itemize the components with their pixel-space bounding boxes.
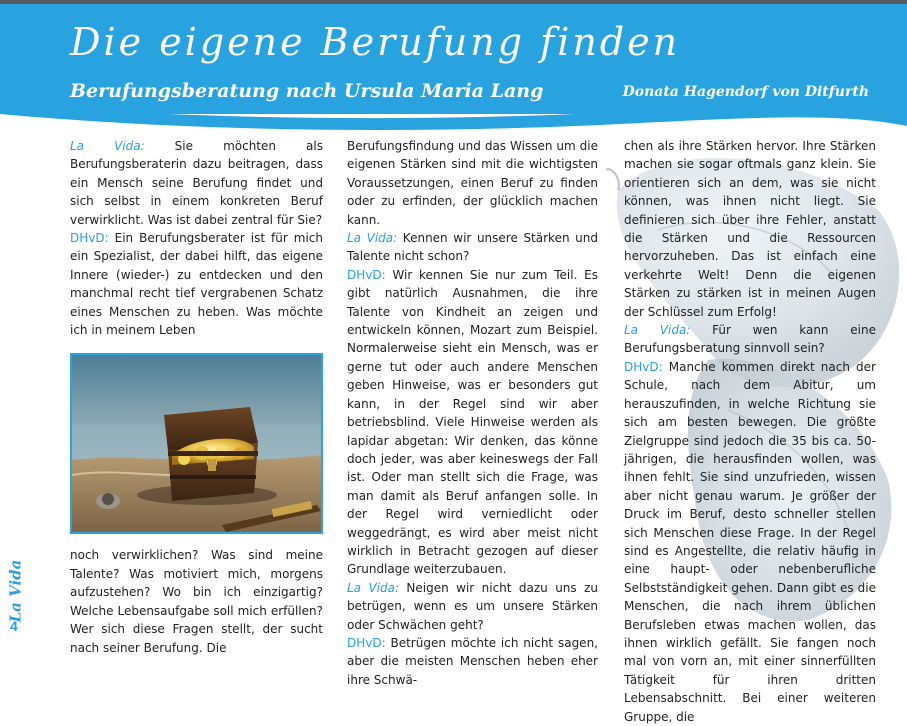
paragraph-text: chen als ihre Stärken hervor. Ihre Stärken machen sie sogar oftmals ganz klein. Sie orientieren sich an dem, was sie nicht können, was ihnen nicht liegt. Sie definieren sich über ihre Fehler, anstatt die Stärken und die Ressourcen hervorzuheben. Das ist einfach eine verkehrte Welt! Denn die eigenen Stärken zu stärken ist in meinen Augen der Schlüssel zum Erfolg!	[624, 139, 876, 319]
paragraph-text: Betrügen möchte ich nicht sagen, aber die meisten Menschen heben eher ihre Schwä-	[347, 635, 598, 687]
speaker-label: DHvD:	[347, 267, 386, 282]
page-number: 4	[10, 618, 18, 634]
speaker-label: DHvD:	[624, 359, 663, 374]
paragraph-text: Neigen wir nicht dazu uns zu betrügen, wenn es um unsere Stärken oder Schwächen geht?	[347, 580, 598, 632]
paragraph	[347, 634, 598, 689]
speaker-label: DHvD:	[347, 635, 386, 650]
page-title: Die eigene Berufung finden	[70, 20, 681, 64]
paragraph	[347, 137, 598, 229]
paragraph-text: noch verwirklichen? Was sind meine Talente? Was motiviert mich, morgens aufzustehen? Wo bin ich einzigartig? Welche Lebensaufgabe soll mich erfüllen? Wer sich diese Fragen stellt, der sucht nach seiner Berufung. Die	[70, 548, 323, 655]
paragraph-text: Berufungsfindung und das Wissen um die eigenen Stärken sind mit die wichtigsten Voraussetzungen, einen Beruf zu finden oder zu erfinden, der glücklich machen kann.	[347, 139, 598, 227]
speaker-label: La Vida:	[347, 231, 398, 246]
paragraph	[624, 321, 876, 358]
treasure-chest-illustration	[72, 355, 321, 532]
article-column-1	[70, 137, 323, 657]
paragraph-text: Ein Berufungsberater ist für mich ein Spezialist, der dabei hilft, das eigene Innere (wieder-) zu entdecken und den manchmal recht tief vergrabenen Schatz eines Menschen zu heben. Was möchte ich in meinem Leben	[70, 231, 323, 338]
speaker-label: DHvD:	[70, 231, 109, 246]
paragraph-text: Für wen kann eine Berufungsberatung sinnvoll sein?	[624, 323, 876, 356]
article-column-2	[347, 137, 598, 689]
speaker-label: La Vida:	[70, 139, 145, 153]
speaker-label: La Vida:	[624, 323, 691, 338]
paragraph-text: Sie möchten als Berufungsberaterin dazu beitragen, dass ein Mensch seine Berufung findet und sich selbst in einem konkreten Beruf verwirklicht. Was ist dabei zentral für Sie?	[70, 139, 323, 227]
treasure-chest-photo	[70, 353, 323, 534]
magazine-name: La Vida	[6, 559, 25, 623]
paragraph	[624, 358, 876, 726]
paragraph	[70, 137, 323, 229]
paragraph-text: Wir kennen Sie nur zum Teil. Es gibt natürlich Ausnahmen, die ihre Talente von Kindheit an zeigen und entwickeln können, Mozart zum Beispiel. Normalerweise sieht ein Mensch, was er gerne tut oder auch andere Menschen geben Hinweise, was er besonders gut kann, in der Regel sind wir aber betriebsblind. Viele Hinweise werden als lapidar abgetan: Wir denken, das könne doch jeder, was aber keineswegs der Fall ist. Oder man stellt sich die Frage, was man damit als Beruf anfangen solle. In der Regel wird verniedlicht oder weggedrängt, es wird aber meist nicht wirklich in Betracht gezogen auf dieser Grundlage weiterzubauen.	[347, 267, 598, 577]
page-subtitle: Berufungsberatung nach Ursula Maria Lang	[70, 80, 544, 102]
paragraph-text: Manche kommen direkt nach der Schule, nach dem Abitur, um herauszufinden, in welche Richtung sie sich am besten bewegen. Die größte Zielgruppe sind jedoch die 35 bis ca. 50-jährigen, die herausfinden wollen, was ihnen fehlt. Sie sind unzufrieden, wissen aber nicht genau warum. Je größer der Druck im Beruf, desto schneller stellen sich Menschen diese Frage. In der Regel sind es Angestellte, die relativ häufig in eine haupt- oder nebenberufliche Selbstständigkeit gehen. Dann gibt es die Menschen, die nach ihrem üblichen Berufsleben etwas machen wollen, das ihnen wirklich gefällt. Sie fangen noch mal von vorn an, mit einer sinnerfüllten Tätigkeit für ihren dritten Lebensabschnitt. Bei einer weiteren Gruppe, die	[624, 359, 876, 724]
header-wave	[0, 0, 907, 140]
speaker-label: La Vida:	[347, 580, 400, 595]
article-column-3	[624, 137, 876, 726]
paragraph	[347, 579, 598, 634]
paragraph	[624, 137, 876, 321]
magazine-side-label	[4, 559, 25, 623]
paragraph	[347, 229, 598, 266]
paragraph	[347, 266, 598, 579]
paragraph-text: Kennen wir unsere Stärken und Talente nicht schon?	[347, 231, 598, 264]
author-name: Donata Hagendorf von Ditfurth	[622, 84, 869, 100]
paragraph	[70, 546, 323, 656]
paragraph	[70, 229, 323, 339]
